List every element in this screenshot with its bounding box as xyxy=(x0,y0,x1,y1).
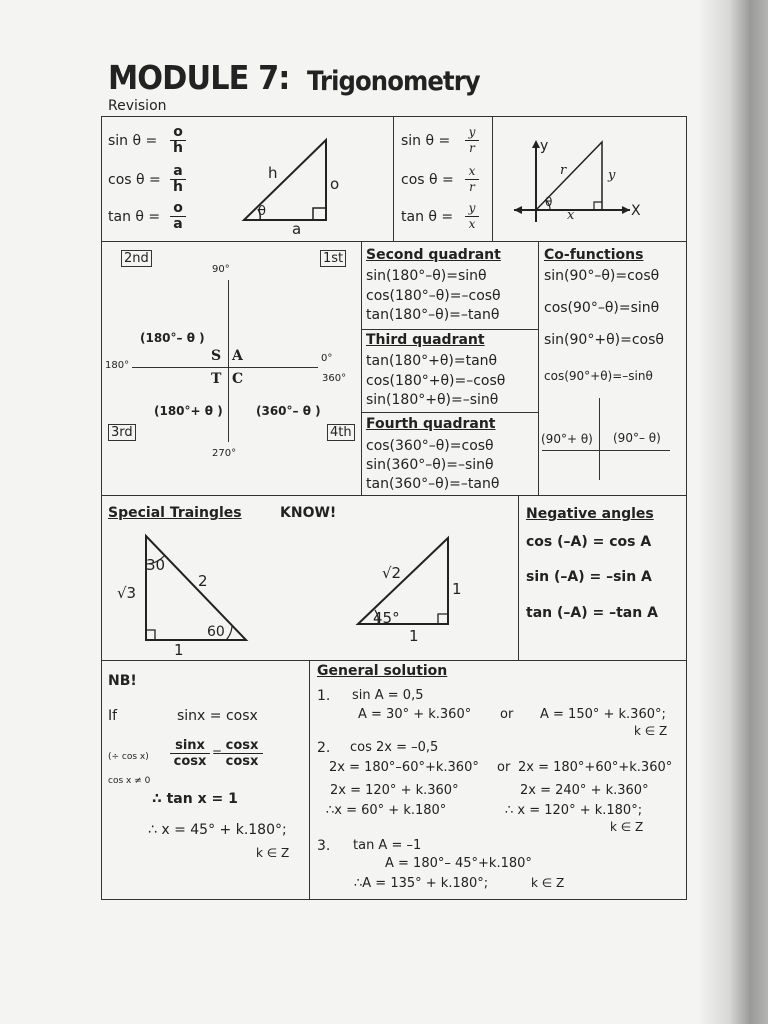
module-title: MODULE 7: xyxy=(108,58,290,97)
cofunction-left-label: (90°+ θ) xyxy=(541,432,593,446)
revision-label: Revision xyxy=(108,98,167,114)
divider xyxy=(101,660,687,661)
nb-condition: cos x ≠ 0 xyxy=(108,776,151,786)
negative-angle-line: sin (–A) = –sin A xyxy=(526,569,652,585)
quadrant-1-badge: 1st xyxy=(320,250,346,267)
cos-denominator: h xyxy=(173,179,183,195)
right-triangle-diagram xyxy=(240,138,330,224)
cos-xyr-fraction xyxy=(465,164,479,195)
cos-numerator: a xyxy=(170,164,186,180)
divider xyxy=(361,412,538,413)
cofunction-horizontal-axis xyxy=(542,450,670,451)
sin-fraction xyxy=(170,125,186,156)
quadrant-2-badge: 2nd xyxy=(121,250,152,267)
base-1-label: 1 xyxy=(174,641,184,659)
q2-angle-expr: (180°– θ ) xyxy=(140,331,205,345)
subject-title: Trigonometry xyxy=(307,66,480,97)
fourth-quadrant-line: tan(360°–θ)=–tanθ xyxy=(366,476,500,492)
nb-tan-result: ∴ tan x = 1 xyxy=(152,791,238,807)
cast-s: S xyxy=(211,348,222,364)
cofunction-line: cos(90°+θ)=–sinθ xyxy=(544,369,653,383)
tan-fraction xyxy=(170,201,186,232)
nb-den2: cosx xyxy=(225,754,259,769)
hyp-root2-label: √2 xyxy=(382,564,402,582)
side-root3-label: √3 xyxy=(117,584,137,602)
general-solution-title: General solution xyxy=(317,663,448,679)
deg-270-label: 270° xyxy=(212,448,237,459)
third-quadrant-line: cos(180°+θ)=–cosθ xyxy=(366,373,506,389)
third-quadrant-title: Third quadrant xyxy=(366,332,485,348)
cofunction-line: cos(90°–θ)=sinθ xyxy=(544,300,660,316)
deg-180-label: 180° xyxy=(105,360,130,371)
deg-360-label: 360° xyxy=(322,373,347,384)
tan-xyr-denominator: x xyxy=(468,217,476,231)
gs-k-2: k ∈ Z xyxy=(610,820,644,834)
cos-xyr-denominator: r xyxy=(469,180,475,194)
y-axis-label: y xyxy=(540,138,549,154)
negative-angles-title: Negative angles xyxy=(526,506,654,522)
know-label: KNOW! xyxy=(280,505,337,521)
adj-label: a xyxy=(292,220,302,238)
sin-ratio-label: sin θ = xyxy=(108,133,158,149)
fourth-quadrant-line: cos(360°–θ)=cosθ xyxy=(366,438,494,454)
divider xyxy=(101,241,687,242)
triangle-45-45-90 xyxy=(356,536,451,628)
second-quadrant-line: sin(180°–θ)=sinθ xyxy=(366,268,487,284)
divider xyxy=(393,116,394,241)
gs-eq-3: tan A = –1 xyxy=(353,838,422,853)
fourth-quadrant-line: sin(360°–θ)=–sinθ xyxy=(366,457,494,473)
gs-or-1: or xyxy=(500,707,514,722)
tan-numerator: o xyxy=(170,201,186,217)
divider xyxy=(361,241,362,495)
gs-sol-2f: ∴ x = 120° + k.180°; xyxy=(505,803,643,818)
angle-45-label: 45° xyxy=(373,609,400,627)
gs-number-3: 3. xyxy=(317,838,331,854)
nb-title: NB! xyxy=(108,673,137,689)
triangle-30-60-90 xyxy=(142,534,250,644)
cos-xyr-numerator: x xyxy=(465,164,479,180)
second-quadrant-line: cos(180°–θ)=–cosθ xyxy=(366,288,501,304)
sin-xyr-denominator: r xyxy=(469,141,475,155)
q4-angle-expr: (360°– θ ) xyxy=(256,404,321,418)
sin-denominator: h xyxy=(173,140,183,156)
sin-xyr-label: sin θ = xyxy=(401,133,451,149)
cast-a: A xyxy=(232,348,243,364)
angle-60-label: 60 xyxy=(207,624,225,640)
tan-xyr-numerator: y xyxy=(465,201,479,217)
second-quadrant-line: tan(180°–θ)=–tanθ xyxy=(366,307,500,323)
nb-equals: = xyxy=(212,745,223,759)
tan-denominator: a xyxy=(173,216,183,232)
gs-number-2: 2. xyxy=(317,740,331,756)
cast-c: C xyxy=(232,371,244,387)
nb-fraction-left xyxy=(170,738,210,769)
angle-30-label: 30 xyxy=(146,556,166,574)
divider xyxy=(361,329,538,330)
x-axis-label: X xyxy=(631,203,641,219)
theta-label: θ xyxy=(258,204,266,219)
fourth-quadrant-title: Fourth quadrant xyxy=(366,416,496,432)
gs-sol-3b: ∴A = 135° + k.180°; xyxy=(354,876,489,891)
gs-sol-2c: 2x = 120° + k.360° xyxy=(330,783,459,798)
base-1b-label: 1 xyxy=(409,627,419,645)
cofunction-line: sin(90°+θ)=cosθ xyxy=(544,332,664,348)
gs-number-1: 1. xyxy=(317,688,331,704)
y-side-label: y xyxy=(608,168,616,183)
theta-xyr-label: θ xyxy=(545,195,553,209)
hyp-2-label: 2 xyxy=(198,572,208,590)
gs-eq-2: cos 2x = –0,5 xyxy=(350,740,439,755)
deg-90-label: 90° xyxy=(212,264,230,275)
cofunction-right-label: (90°– θ) xyxy=(613,431,661,445)
tan-ratio-label: tan θ = xyxy=(108,209,161,225)
divider xyxy=(309,660,310,900)
page-edge-shadow xyxy=(698,0,768,1024)
divider xyxy=(101,495,687,496)
nb-num2: cosx xyxy=(221,738,263,754)
nb-if: If xyxy=(108,708,118,724)
cos-ratio-label: cos θ = xyxy=(108,172,161,188)
quadrant-4-badge: 4th xyxy=(327,424,355,441)
special-triangles-title: Special Traingles xyxy=(108,505,242,521)
gs-sol-1a: A = 30° + k.360° xyxy=(358,707,472,722)
nb-den1: cosx xyxy=(173,754,207,769)
cast-t: T xyxy=(211,371,222,387)
cofunction-line: sin(90°–θ)=cosθ xyxy=(544,268,660,284)
r-label: r xyxy=(560,163,567,178)
divider xyxy=(518,495,519,660)
gs-eq-1: sin A = 0,5 xyxy=(352,688,424,703)
nb-k-domain: k ∈ Z xyxy=(256,846,290,860)
tan-xyr-label: tan θ = xyxy=(401,209,454,225)
third-quadrant-line: sin(180°+θ)=–sinθ xyxy=(366,392,499,408)
deg-0-label: 0° xyxy=(321,353,333,364)
divider xyxy=(492,116,493,241)
cast-vertical-axis xyxy=(228,280,229,442)
gs-sol-2d: 2x = 240° + k.360° xyxy=(520,783,649,798)
cofunctions-title: Co-functions xyxy=(544,247,644,263)
gs-sol-2a: 2x = 180°–60°+k.360° xyxy=(329,760,479,775)
gs-k-1: k ∈ Z xyxy=(634,724,668,738)
nb-num1: sinx xyxy=(170,738,210,754)
gs-k-3: k ∈ Z xyxy=(531,876,565,890)
cofunction-vertical-axis xyxy=(599,398,600,480)
gs-sol-3a: A = 180°– 45°+k.180° xyxy=(385,856,532,871)
nb-solution: ∴ x = 45° + k.180°; xyxy=(148,822,287,838)
sin-xyr-fraction xyxy=(465,125,479,156)
side-1-label: 1 xyxy=(452,580,462,598)
divider xyxy=(538,241,539,495)
cos-xyr-label: cos θ = xyxy=(401,172,454,188)
cast-horizontal-axis xyxy=(132,367,318,368)
nb-divide-note: (÷ cos x) xyxy=(108,752,149,762)
hyp-label: h xyxy=(268,164,278,182)
x-side-label: x xyxy=(567,208,575,223)
sin-xyr-numerator: y xyxy=(465,125,479,141)
sin-numerator: o xyxy=(170,125,186,141)
third-quadrant-line: tan(180°+θ)=tanθ xyxy=(366,353,498,369)
gs-or-2: or xyxy=(497,760,511,775)
opp-label: o xyxy=(330,175,340,193)
negative-angle-line: cos (–A) = cos A xyxy=(526,534,652,550)
gs-sol-2e: ∴x = 60° + k.180° xyxy=(326,803,447,818)
q3-angle-expr: (180°+ θ ) xyxy=(154,404,223,418)
gs-sol-2b: 2x = 180°+60°+k.360° xyxy=(518,760,673,775)
second-quadrant-title: Second quadrant xyxy=(366,247,501,263)
negative-angle-line: tan (–A) = –tan A xyxy=(526,605,658,621)
nb-equation: sinx = cosx xyxy=(177,708,258,724)
quadrant-3-badge: 3rd xyxy=(108,424,136,441)
tan-xyr-fraction xyxy=(465,201,479,232)
cos-fraction xyxy=(170,164,186,195)
gs-sol-1b: A = 150° + k.360°; xyxy=(540,707,666,722)
nb-fraction-right xyxy=(221,738,263,769)
